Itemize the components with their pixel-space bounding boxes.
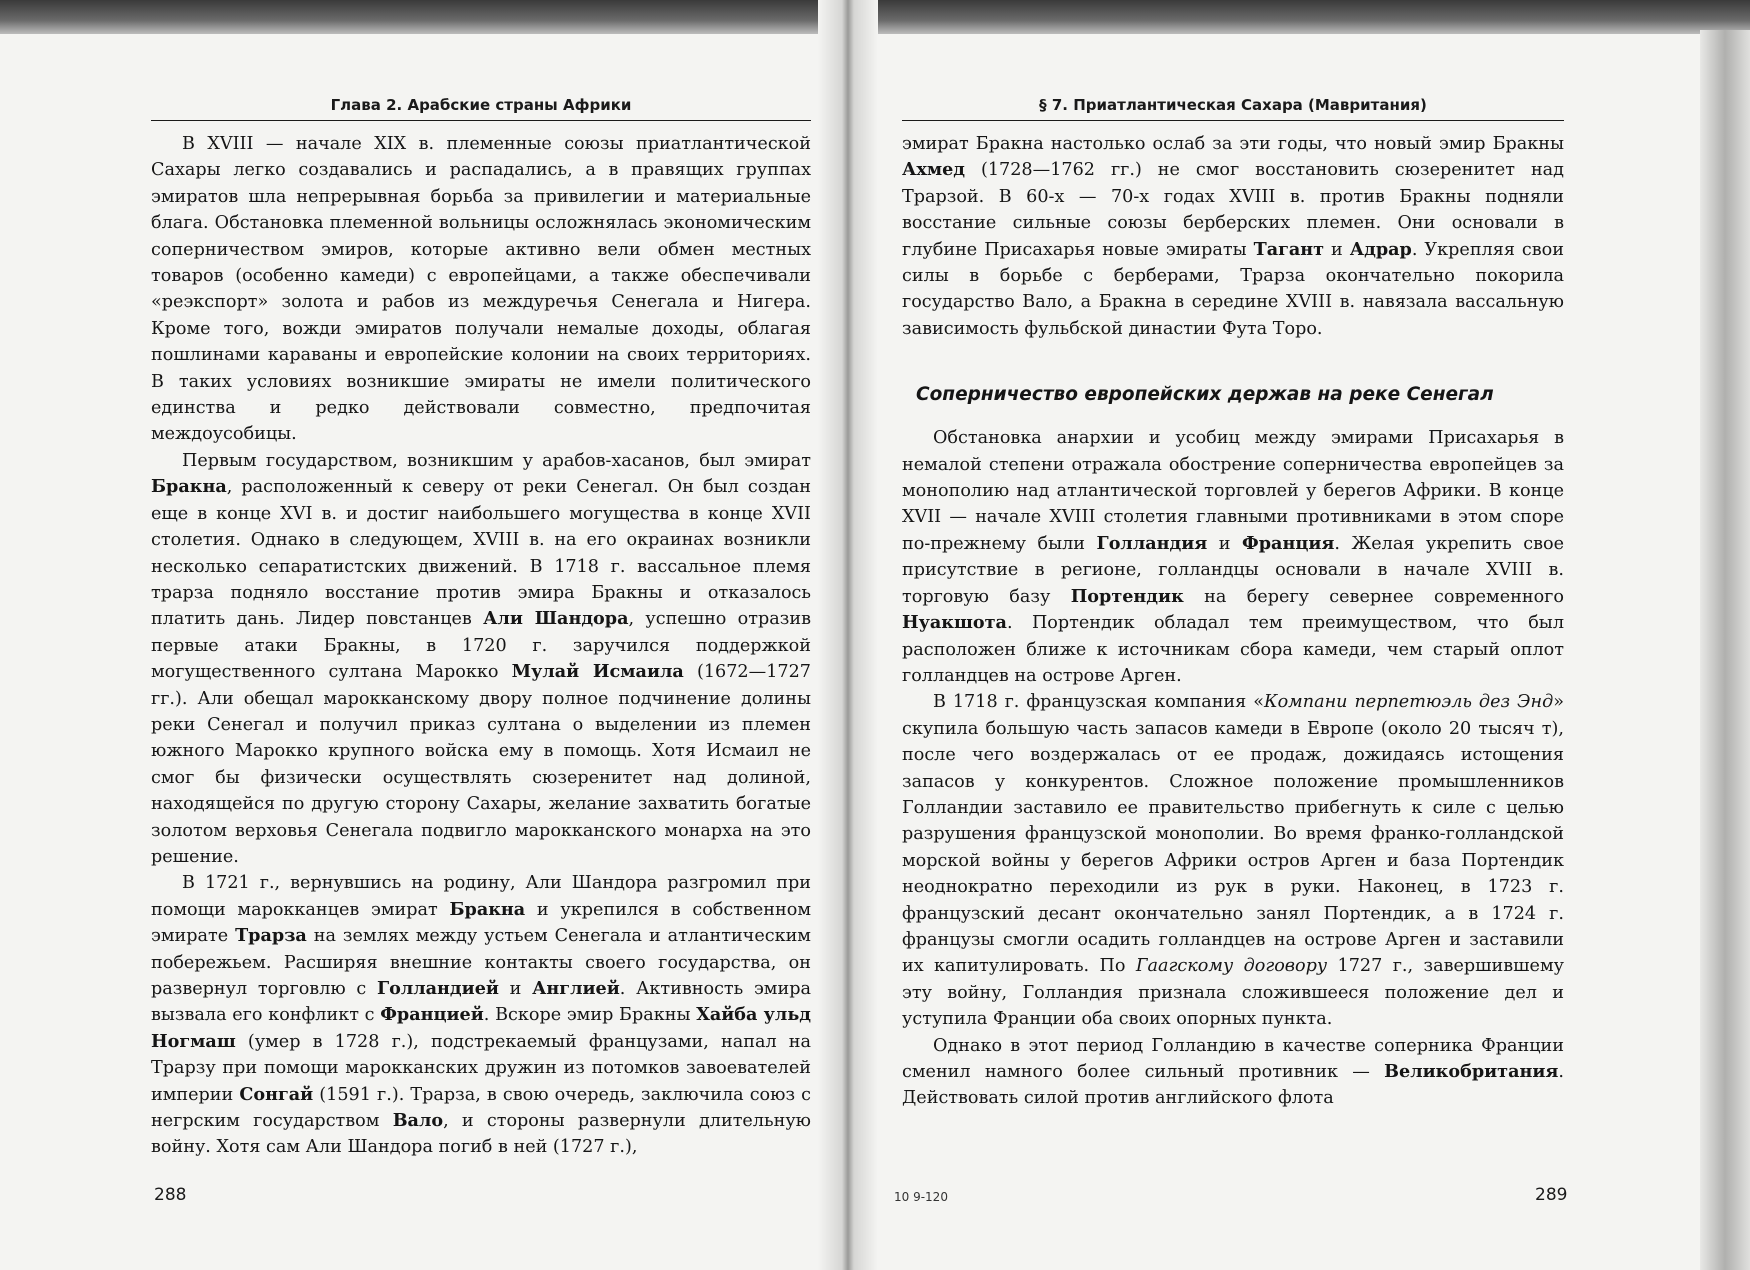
bold-term: Хайба ульд Ногмаш [151,1004,811,1052]
bold-term: Вало [392,1110,444,1132]
bold-term: Адрар [1349,238,1412,260]
bold-term: Али Шандора [483,608,629,630]
paragraph: В 1718 г. французская компания «Компани перпетюэль дез Энд» скупила большую часть запасов камеди в Европе (около 20 тысяч т), после чего воздержалась от ее продаж, дожидаясь истощения запасов у конкурентов. Сложное положение промышленников Голландии заставило ее правительство прибегнуть к силе с целью разрушения французской монополии. Во время франко-голландской морской войны у берегов Африки остров Арген и база Портендик неоднократно переходили из рук в руки. Наконец, в 1723 г. французский десант окончательно занял Портендик, а в 1724 г. французы смогли осадить голландцев на острове Арген и заставили их капитулировать. По Гаагскому договору 1727 г., завершившему эту войну, Голландия признала сложившееся положение дел и уступила Франции оба своих опорных пункта. [902,692,1564,1030]
bold-term: Сонгай [239,1083,314,1105]
running-head-right: § 7. Приатлантическая Сахара (Мавритания) [902,96,1564,121]
bold-term: Голландией [376,978,499,999]
bold-term: Бракна [151,476,227,498]
bold-term: Нуакшота [902,612,1007,634]
left-page-text [151,131,811,1161]
paragraph: Однако в этот период Голландию в качестве соперника Франции сменил намного более сильный противник — Великобритания. Действовать силой против английского флота [902,1035,1564,1109]
bold-term: Трарза [235,925,307,947]
left-page [151,80,811,1161]
page-number-right: 289 [1535,1185,1568,1205]
signature-mark: 10 9-120 [894,1190,948,1204]
paragraph: В XVIII — начале XIX в. племенные союзы приатлантической Сахары легко создавались и распадались, а в правящих группах эмиратов шла непрерывная борьба за привилегии и материальные блага. Обстановка племенной вольницы осложнялась экономическим соперничеством эмиров, которые активно вели обмен местных товаров (особенно камеди) с европейцами, а также обеспечивали «реэкспорт» золота и рабов из междуречья Сенегала и Нигера. Кроме того, вожди эмиратов получали немалые доходы, облагая пошлинами караваны и европейские колонии на своих территориях. В таких условиях возникшие эмираты не имели политического единства и редко действовали совместно, предпочитая междоусобицы. [151,134,811,445]
right-page-text-top [902,131,1564,342]
paragraph: Первым государством, возникшим у арабов-хасанов, был эмират Бракна, расположенный к северу от реки Сенегал. Он был создан еще в конце XVI в. и достиг наибольшего могущества в конце XVII столетия. Однако в следующем, XVIII в. на его окраинах возникли несколько сепаратистских движений. В 1718 г. вассальное племя трарза подняло восстание против эмира Бракны и отказалось платить дань. Лидер повстанцев Али Шандора, успешно отразив первые атаки Бракны, в 1720 г. заручился поддержкой могущественного султана Марокко Мулай Исмаила (1672—1727 гг.). Али обещал марокканскому двору полное подчинение долины реки Сенегал и получил приказ султана о выделении из племен южного Марокко крупного войска ему в помощь. Хотя Исмаил не смог бы физически осуществлять сюзеренитет над долиной, находящейся по другую сторону Сахары, желание захватить богатые золотом верховья Сенегала подвигло марокканского монарха на это решение. [151,450,811,867]
bold-term: Мулай Исмаила [511,661,684,683]
bold-term: Великобритания [1384,1061,1559,1082]
italic-term: Гаагскому договору [1135,956,1328,977]
running-head-left: Глава 2. Арабские страны Африки [151,96,811,121]
right-page [902,80,1564,1112]
section-heading: Соперничество европейских держав на реке Сенегал [916,384,1494,406]
right-page-text-bottom [902,425,1564,1112]
bold-term: Ахмед [902,159,966,181]
bold-term: Бракна [449,898,526,920]
bold-term: Портендик [1070,585,1184,607]
page-number-left: 288 [154,1185,187,1205]
book-gutter [818,0,878,1270]
bold-term: Англией [532,978,620,999]
paragraph: В 1721 г., вернувшись на родину, Али Шандора разгромил при помощи марокканцев эмират Бракна и укрепился в собственном эмирате Трарза на землях между устьем Сенегала и атлантическим побережьем. Расширяя внешние контакты своего государства, он развернул торговлю с Голландией и Англией. Активность эмира вызвала его конфликт с Францией. Вскоре эмир Бракны Хайба ульд Ногмаш (умер в 1728 г.), подстрекаемый французами, напал на Трарзу при помощи марокканских дружин из потомков завоевателей империи Сонгай (1591 г.). Трарза, в свою очередь, заключила союз с негрским государством Вало, и стороны развернули длительную войну. Хотя сам Али Шандора погиб в ней (1727 г.), [151,873,812,1158]
paragraph: эмират Бракна настолько ослаб за эти годы, что новый эмир Бракны Ахмед (1728—1762 гг.) не смог восстановить сюзеренитет над Трарзой. В 60-х — 70-х годах XVIII в. против Бракны подняли восстание сильные союзы берберских племен. Они основали в глубине Присахарья новые эмираты Тагант и Адрар. Укрепляя свои силы в борьбе с берберами, Трарза окончательно покорила государство Вало, а Бракна в середине XVIII в. навязала вассальную зависимость фульбской династии Фута Торо. [902,134,1564,339]
italic-term: Компани перпетюэль дез Энд [1263,692,1554,713]
bold-term: Франция [1242,532,1335,554]
page-edge [1700,30,1750,1270]
bold-term: Голландия [1096,532,1208,554]
paragraph: Обстановка анархии и усобиц между эмирами Присахарья в немалой степени отражала обострение соперничества европейцев за монополию над атлантической торговлей у берегов Африки. В конце XVII — начале XVIII столетия главными противниками в этом споре по-прежнему были Голландия и Франция. Желая укрепить свое присутствие в регионе, голландцы основали в начале XVIII в. торговую базу Портендик на берегу севернее современного Нуакшота. Портендик обладал тем преимуществом, что был расположен ближе к источникам сбора камеди, чем старый оплот голландцев на острове Арген. [902,428,1564,686]
bold-term: Францией [380,1004,484,1026]
bold-term: Тагант [1253,238,1325,260]
